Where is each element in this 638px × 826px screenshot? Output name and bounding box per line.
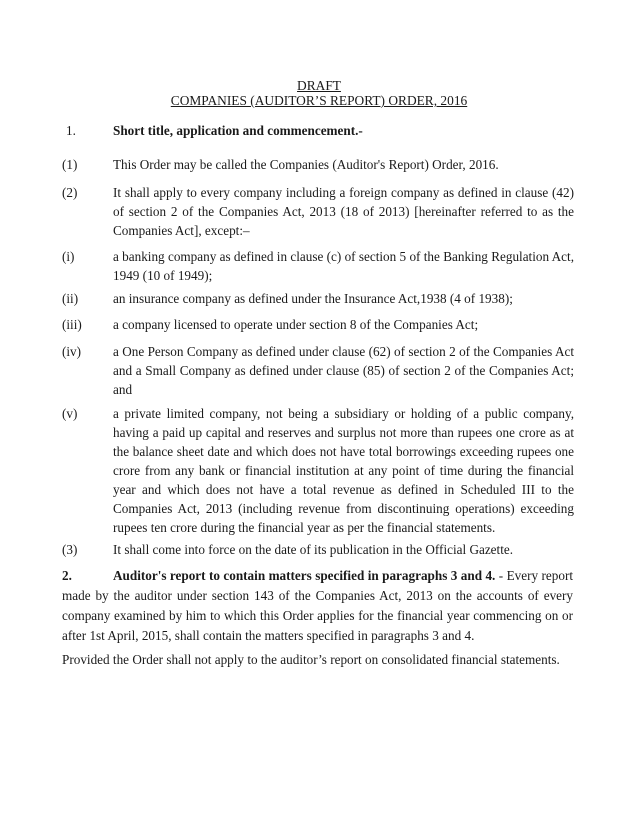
clause-text: a banking company as defined in clause (c) of section 5 of the Banking Regulation Act, 1949 (10 of 1949); (113, 249, 574, 283)
clause-text: It shall come into force on the date of its publication in the Official Gazette. (113, 542, 514, 557)
clause-text: an insurance company as defined under the Insurance Act,1938 (4 of 1938); (113, 291, 513, 306)
section-number: 1. (66, 123, 76, 138)
clause-label: (iii) (62, 317, 82, 332)
clause-text: a private limited company, not being a subsidiary or holding of a public company, having a paid up capital and reserves and surplus not more than rupees one crore as at the balance sheet date and which does not have total borrowings exceeding rupees one crore from any bank or financial institution at any point of time during the financial year and which does not have a total revenue as defined in Scheduled III to the Companies Act, 2013 (including revenue from discontinuing operations) exceeding rupees ten crore during the financial year as per the financial statements. (113, 406, 574, 535)
section-heading: Short title, application and commencement.- (113, 123, 363, 138)
clause-text: a company licensed to operate under section 8 of the Companies Act; (113, 317, 479, 332)
draft-label: DRAFT (297, 78, 341, 93)
clause-text: It shall apply to every company including a foreign company as defined in clause (42) of section 2 of the Companies Act, 2013 (18 of 2013) [hereinafter referred to as the Companies Act], except:– (113, 185, 574, 238)
section-body: - Every report made by the auditor under section 143 of the Companies Act, 2013 on the accounts of every company examined by him to which this Order applies for the financial year commencing on or after 1st April, 2015, shall contain the matters specified in paragraphs 3 and 4. (62, 568, 573, 643)
section-2-paragraph (62, 566, 573, 646)
clause-label: (i) (62, 249, 75, 264)
clause-text: This Order may be called the Companies (Auditor's Report) Order, 2016. (113, 157, 499, 172)
section-heading: Auditor's report to contain matters specified in paragraphs 3 and 4. (113, 568, 496, 583)
clause-label: (3) (62, 542, 78, 557)
clause-text: a One Person Company as defined under clause (62) of section 2 of the Companies Act and a Small Company as defined under clause (85) of section 2 of the Companies Act; and (113, 344, 574, 397)
order-title: COMPANIES (AUDITOR’S REPORT) ORDER, 2016 (170, 93, 468, 108)
proviso-paragraph: Provided the Order shall not apply to the auditor’s report on consolidated financial statements. (62, 652, 560, 667)
clause-label: (iv) (62, 344, 82, 359)
clause-label: (ii) (62, 291, 79, 306)
clause-label: (1) (62, 157, 78, 172)
clause-label: (v) (62, 406, 78, 421)
section-number: 2. (62, 568, 72, 583)
clause-label: (2) (62, 185, 78, 200)
